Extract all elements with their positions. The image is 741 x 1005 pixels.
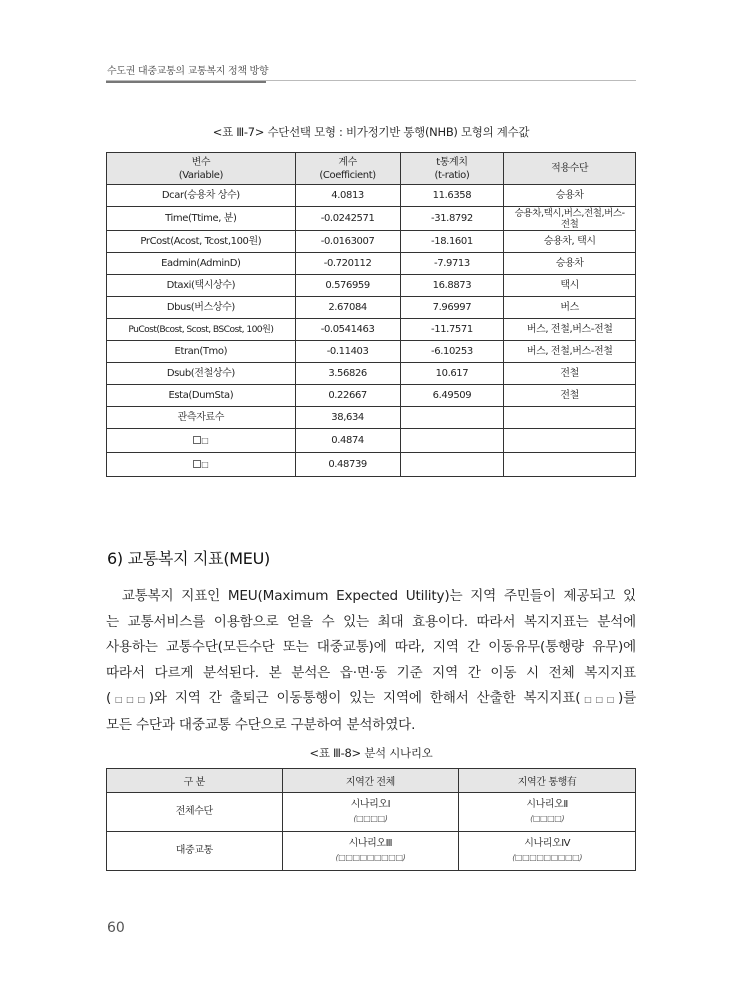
table-cell	[400, 429, 504, 453]
table-row	[107, 363, 636, 385]
table-cell: 0.48739	[295, 453, 400, 477]
table-cell: -0.11403	[295, 341, 400, 363]
paragraph-line: 모든 수단과 대중교통 수단으로 구분하여 분석하였다.	[106, 716, 416, 733]
table-cell: -0.0163007	[295, 231, 400, 253]
table-cell: 전철	[504, 363, 636, 385]
table-cell: -7.9713	[400, 253, 504, 275]
table-cell: Esta(DumSta)	[107, 385, 296, 407]
table-cell: 버스	[504, 297, 636, 319]
table8-caption: <표 Ⅲ-8> 분석 시나리오	[309, 746, 433, 760]
table-cell: -18.1601	[400, 231, 504, 253]
table7-header-tratio: t통계치 (t-ratio)	[400, 153, 504, 185]
paragraph-text: )를	[617, 690, 637, 707]
meu-symbol: (□□□□)	[530, 814, 565, 823]
table7-header-coefficient: 계수 (Coefficient)	[295, 153, 400, 185]
table-row	[107, 185, 636, 207]
table-cell: 0.4874	[295, 429, 400, 453]
table-cell: 6.49509	[400, 385, 504, 407]
table7-header-mode: 적용수단	[504, 153, 636, 185]
table-cell: -0.0242571	[295, 207, 400, 231]
table-cell: 0.576959	[295, 275, 400, 297]
table-cell: Dbus(버스상수)	[107, 297, 296, 319]
table8-header-row	[107, 769, 636, 793]
table-cell: 승용차,택시,버스,전철,버스- 전철	[504, 207, 636, 231]
table-cell	[504, 407, 636, 429]
table-cell: Dcar(승용차 상수)	[107, 185, 296, 207]
header-rule-accent	[106, 81, 266, 83]
table-cell: -0.720112	[295, 253, 400, 275]
table-row	[107, 253, 636, 275]
scenario-cell	[459, 793, 636, 832]
table-cell: Dsub(전철상수)	[107, 363, 296, 385]
table-cell: 버스, 전철,버스-전철	[504, 341, 636, 363]
table-row	[107, 275, 636, 297]
table-cell: 전체수단	[107, 793, 283, 832]
table-cell: Time(Ttime, 분)	[107, 207, 296, 231]
table-cell: 2.67084	[295, 297, 400, 319]
scenario-cell	[282, 793, 459, 832]
table-cell	[504, 453, 636, 477]
meu-symbol: (□□□□□□□□□)	[335, 853, 406, 862]
table-row	[107, 407, 636, 429]
table-row	[107, 207, 636, 231]
table7-header-variable: 변수 (Variable)	[107, 153, 296, 185]
table7-header-row	[107, 153, 636, 185]
table-cell: Dtaxi(택시상수)	[107, 275, 296, 297]
table-cell: 승용차, 택시	[504, 231, 636, 253]
table7	[106, 152, 636, 477]
table-row	[107, 231, 636, 253]
table-row	[107, 453, 636, 477]
scenario-label: 시나리오Ⅲ	[348, 838, 393, 849]
table-cell: 관측자료수	[107, 407, 296, 429]
page-number: 60	[107, 920, 125, 936]
table-cell: 10.617	[400, 363, 504, 385]
table-cell: 승용차	[504, 253, 636, 275]
table-cell: 11.6358	[400, 185, 504, 207]
section-heading: 6) 교통복지 지표(MEU)	[107, 549, 270, 568]
table7-caption: <표 Ⅲ-7> 수단선택 모형 : 비가정기반 통행(NHB) 모형의 계수값	[212, 125, 530, 139]
scenario-cell	[459, 832, 636, 871]
table-cell: 3.56826	[295, 363, 400, 385]
table-cell: 승용차	[504, 185, 636, 207]
rho-squared-symbol-cell: □	[107, 429, 296, 453]
paragraph-text: (	[106, 690, 112, 707]
paragraph-text: 교통복지 지표인 MEU(Maximum Expected Utility)는 지역 주민들이 제공되고 있	[121, 588, 636, 604]
adj-rho-squared-symbol-cell: □	[107, 453, 296, 477]
table-cell: -31.8792	[400, 207, 504, 231]
table-cell: PuCost(Bcost, Scost, BSCost, 100원)	[107, 319, 296, 341]
scenario-label: 시나리오Ⅱ	[526, 799, 568, 810]
table-cell	[400, 407, 504, 429]
table-cell: Etran(Tmo)	[107, 341, 296, 363]
paragraph-line: 는 교통서비스를 이용함으로 얻을 수 있는 최대 효용이다. 따라서 복지지표는 분석에	[106, 613, 636, 630]
table-row	[107, 385, 636, 407]
table8-header-trip-regions: 지역간 통행有	[459, 769, 636, 793]
table-cell: Eadmin(AdminD)	[107, 253, 296, 275]
table-cell: 버스, 전철,버스-전철	[504, 319, 636, 341]
table-row	[107, 341, 636, 363]
table-row	[107, 319, 636, 341]
table8-header-category: 구 분	[107, 769, 283, 793]
table-row	[107, 429, 636, 453]
table-cell: 대중교통	[107, 832, 283, 871]
table-row	[107, 297, 636, 319]
table8	[106, 768, 636, 871]
meu-symbol: □□□	[111, 695, 149, 705]
table-cell: 택시	[504, 275, 636, 297]
table8-header-all-regions: 지역간 전체	[282, 769, 459, 793]
table-row	[107, 793, 636, 832]
scenario-label: 시나리오Ⅰ	[350, 799, 391, 810]
running-header: 수도권 대중교통의 교통복지 정책 방향	[107, 66, 269, 77]
table-cell: 0.22667	[295, 385, 400, 407]
section-paragraph	[106, 584, 636, 739]
table-cell	[504, 429, 636, 453]
meu-symbol: (□□□□)	[353, 814, 388, 823]
table-cell	[400, 453, 504, 477]
table-cell: 전철	[504, 385, 636, 407]
table-cell: -11.7571	[400, 319, 504, 341]
meu-symbol: (□□□□□□□□□)	[512, 853, 583, 862]
paragraph-line	[106, 686, 636, 713]
table-cell: PrCost(Acost, Tcost,100원)	[107, 231, 296, 253]
paragraph-text: )와 지역 간 출퇴근 이동통행이 있는 지역에 한해서 산출한 복지지표(	[148, 690, 581, 707]
scenario-cell	[282, 832, 459, 871]
table-cell: 4.0813	[295, 185, 400, 207]
paragraph-line: 사용하는 교통수단(모든수단 또는 대중교통)에 따라, 지역 간 이동유무(통행량 유무)에	[106, 639, 636, 656]
paragraph-line	[106, 584, 636, 610]
table-row	[107, 832, 636, 871]
table-cell: 7.96997	[400, 297, 504, 319]
paragraph-line: 따라서 다르게 분석된다. 본 분석은 읍·면·동 기준 지역 간 이동 시 전체 복지지표	[106, 664, 636, 681]
meu-symbol: □□□	[580, 695, 618, 705]
table-cell: 38,634	[295, 407, 400, 429]
table-cell: -6.10253	[400, 341, 504, 363]
table-cell: -0.0541463	[295, 319, 400, 341]
table-cell: 16.8873	[400, 275, 504, 297]
scenario-label: 시나리오Ⅳ	[524, 838, 571, 849]
